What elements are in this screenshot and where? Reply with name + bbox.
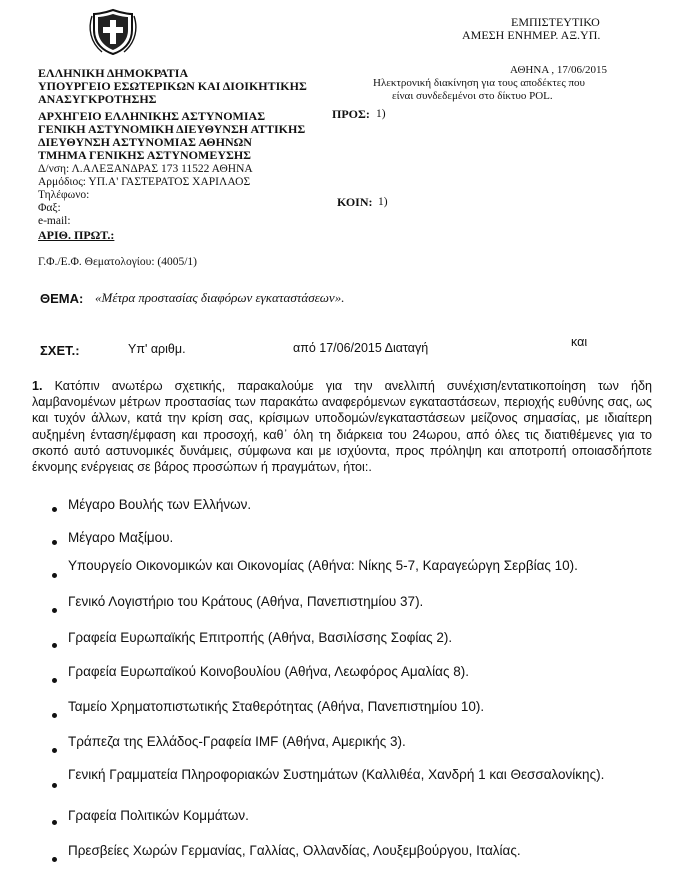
protocol-label: ΑΡΙΘ. ΠΡΩΤ.:: [38, 228, 115, 242]
list-item: Γραφεία Ευρωπαϊκής Επιτροπής (Αθήνα, Βασιλίσσης Σοφίας 2).: [68, 630, 453, 645]
bullet-icon: [52, 573, 57, 578]
issuer-line: ΑΡΧΗΓΕΙΟ ΕΛΛΗΝΙΚΗΣ ΑΣΤΥΝΟΜΙΑΣ: [38, 109, 266, 123]
fax-label: Φαξ:: [38, 202, 61, 214]
phone-label: Τηλέφωνο:: [38, 189, 90, 201]
list-item: Ταμείο Χρηματοπιστωτικής Σταθερότητας (Αθήνα, Πανεπιστημίου 10).: [68, 699, 485, 714]
responsible-line: Αρμόδιος: ΥΠ.Α' ΓΑΣΤΕΡΑΤΟΣ ΧΑΡΙΛΑΟΣ: [38, 176, 251, 188]
bullet-icon: [52, 713, 57, 718]
address-line: Δ/νση: Λ.ΑΛΕΞΑΝΔΡΑΣ 173 11522 ΑΘΗΝΑ: [38, 163, 253, 175]
distribution-line: είναι συνδεδεμένοι στο δίκτυο POL.: [392, 90, 553, 102]
list-item: Πρεσβείες Χωρών Γερμανίας, Γαλλίας, Ολλανδίας, Λουξεμβούργου, Ιταλίας.: [68, 843, 521, 858]
cc-label: ΚΟΙΝ:: [337, 195, 373, 209]
issuer-line: ΥΠΟΥΡΓΕΙΟ ΕΣΩΤΕΡΙΚΩΝ ΚΑΙ ΔΙΟΙΚΗΤΙΚΗΣ: [38, 79, 307, 93]
reference-and: και: [571, 335, 588, 349]
bullet-icon: [52, 748, 57, 753]
bullet-icon: [52, 857, 57, 862]
bullet-icon: [52, 783, 57, 788]
list-item: Τράπεζα της Ελλάδος-Γραφεία IMF (Αθήνα, Αμερικής 3).: [68, 734, 406, 749]
list-item: Γραφεία Πολιτικών Κομμάτων.: [68, 808, 249, 823]
bullet-icon: [52, 507, 57, 512]
list-item: Γενική Γραμματεία Πληροφοριακών Συστημάτων (Καλλιθέα, Χανδρή 1 και Θεσσαλονίκης).: [68, 767, 605, 782]
date-line: ΑΘΗΝΑ , 17/06/2015: [510, 64, 608, 76]
reference-label: ΣΧΕΤ.:: [40, 343, 80, 358]
subject-text: «Μέτρα προστασίας διαφόρων εγκαταστάσεων».: [95, 290, 345, 305]
issuer-line: ΓΕΝΙΚΗ ΑΣΤΥΝΟΜΙΚΗ ΔΙΕΥΘΥΝΣΗ ΑΤΤΙΚΗΣ: [38, 122, 306, 136]
file-reference: Γ.Φ./Ε.Φ. Θεματολογίου: (4005/1): [38, 256, 197, 268]
to-label: ΠΡΟΣ:: [332, 107, 370, 121]
email-label: e-mail:: [38, 215, 71, 227]
paragraph-number: 1.: [32, 379, 43, 393]
list-item: Γραφεία Ευρωπαϊκού Κοινοβουλίου (Αθήνα, Λεωφόρος Αμαλίας 8).: [68, 664, 469, 679]
classification-label: ΕΜΠΙΣΤΕΥΤΙΚΟ: [511, 15, 600, 29]
urgency-label: ΑΜΕΣΗ ΕΝΗΜΕΡ. ΑΞ.ΥΠ.: [462, 28, 601, 42]
to-value: 1): [376, 108, 386, 120]
subject-label: ΘΕΜΑ:: [40, 291, 84, 306]
reference-date: από 17/06/2015 Διαταγή: [293, 341, 429, 355]
list-item: Υπουργείο Οικονομικών και Οικονομίας (Αθήνα: Νίκης 5-7, Καραγεώργη Σερβίας 10).: [68, 558, 578, 573]
bullet-icon: [52, 643, 57, 648]
list-item: Μέγαρο Μαξίμου.: [68, 530, 174, 545]
issuer-line: ΔΙΕΥΘΥΝΣΗ ΑΣΤΥΝΟΜΙΑΣ ΑΘΗΝΩΝ: [38, 135, 252, 149]
reference-number: Υπ' αριθμ.: [128, 342, 186, 356]
bullet-icon: [52, 820, 57, 825]
greek-emblem-icon: [88, 8, 138, 56]
issuer-line: ΕΛΛΗΝΙΚΗ ΔΗΜΟΚΡΑΤΙΑ: [38, 66, 189, 80]
bullet-icon: [52, 540, 57, 545]
cc-value: 1): [378, 196, 388, 208]
issuer-line: ΤΜΗΜΑ ΓΕΝΙΚΗΣ ΑΣΤΥΝΟΜΕΥΣΗΣ: [38, 148, 252, 162]
distribution-line: Ηλεκτρονική διακίνηση για τους αποδέκτες που: [373, 77, 586, 89]
bullet-icon: [52, 678, 57, 683]
list-item: Μέγαρο Βουλής των Ελλήνων.: [68, 497, 252, 512]
paragraph-text: Κατόπιν ανωτέρω σχετικής, παρακαλούμε για την ανελλιπή συνέχιση/εντατικοποίηση των ήδη λαμβανομένων μέτρων προστασίας των παρακάτω αναφερόμενων εγκαταστάσεων, περιοχής ευθύνης σας, ως και τυχόν άλλων, κατά την κρίση σας, κρίσιμων υποδομών/εγκαταστάσεων μείζονος σημασίας, με ιδιαίτερη αυξημένη ένταση/έμφαση και προσοχή, καθ᾽ όλη τη διάρκεια του 24ωρου, από όλες τις διατιθέμενες για το σκοπό αυτό αστυνομικές δυνάμεις, σύμφωνα και με ισχύοντα, προς πρόληψη και αποτροπή οποιασδήποτε έκνομης ενέργειας σε βάρος προσώπων ή πραγμάτων, ήτοι:.: [32, 379, 652, 475]
instruction-paragraph: [32, 378, 652, 475]
issuer-line: ΑΝΑΣΥΓΚΡΟΤΗΣΗΣ: [38, 92, 157, 106]
list-item: Γενικό Λογιστήριο του Κράτους (Αθήνα, Πανεπιστημίου 37).: [68, 594, 424, 609]
bullet-icon: [52, 608, 57, 613]
